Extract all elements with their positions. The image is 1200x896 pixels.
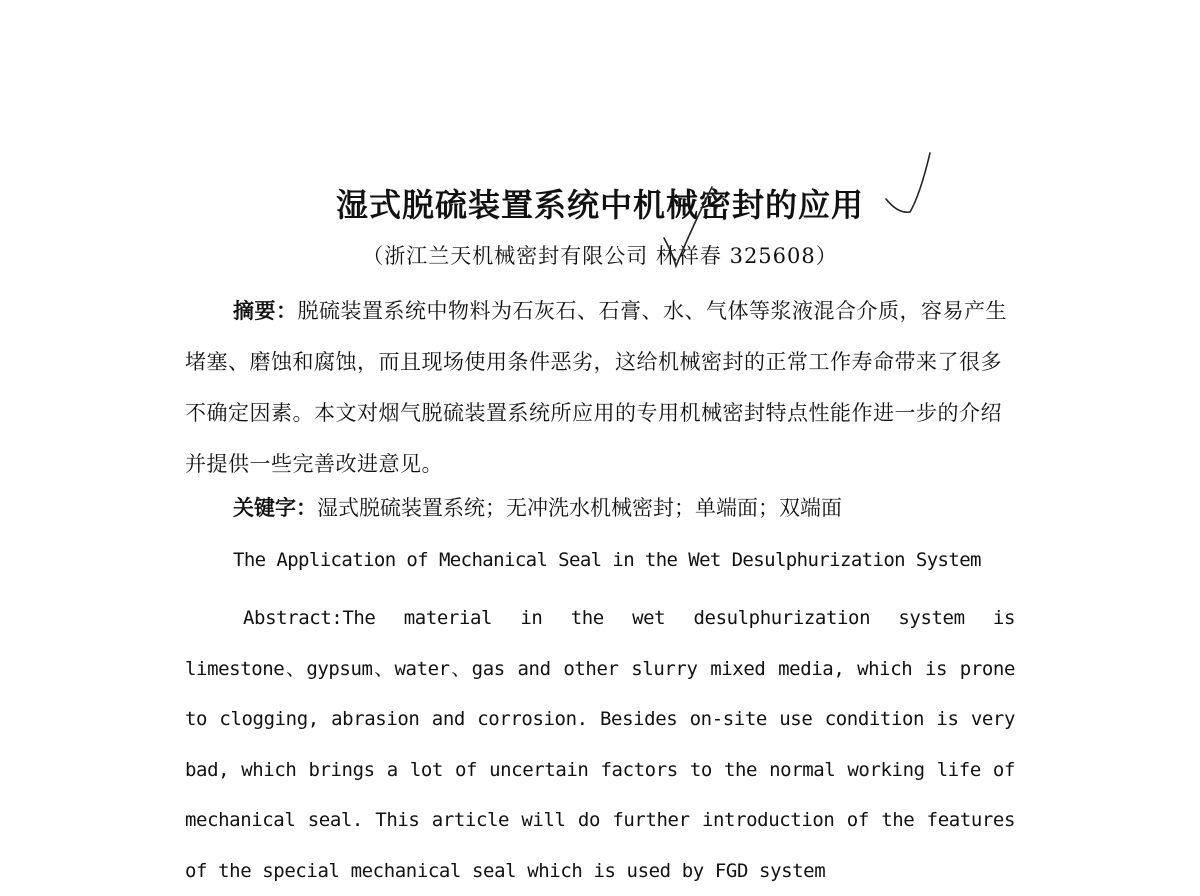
abstract-chinese-label: 摘要： (233, 298, 298, 323)
author-affiliation: （浙江兰天机械密封有限公司 林祥春 325608） (362, 244, 838, 268)
english-title: The Application of Mechanical Seal in the Wet Desulphurization System (233, 549, 981, 571)
paper-title (0, 180, 1200, 226)
abstract-chinese (185, 285, 1015, 490)
abstract-english: Abstract:The material in the wet desulphurization system is limestone、gypsum、water、gas and other slurry mixed media, which is prone to clogging, abrasion and corrosion. Besides on-site use condition is very bad, which brings a lot of uncertain factors to the normal working life of mechanical seal. This article will do further introduction of the features of the special mechanical seal which is used by FGD system (185, 607, 1015, 882)
paper-title-text: 湿式脱硫装置系统中机械密封的应用 (335, 186, 864, 224)
keywords-chinese (233, 488, 842, 528)
abstract-chinese-text: 脱硫装置系统中物料为石灰石、石膏、水、气体等浆液混合介质，容易产生堵塞、磨蚀和腐蚀，而且现场使用条件恶劣，这给机械密封的正常工作寿命带来了很多不确定因素。本文对烟气脱硫装置系统所应用的专用机械密封特点性能作进一步的介绍并提供一些完善改进意见。 (185, 299, 1007, 476)
keywords-chinese-label: 关键字： (233, 495, 317, 520)
keywords-chinese-text: 湿式脱硫装置系统；无冲洗水机械密封；单端面；双端面 (317, 496, 842, 520)
